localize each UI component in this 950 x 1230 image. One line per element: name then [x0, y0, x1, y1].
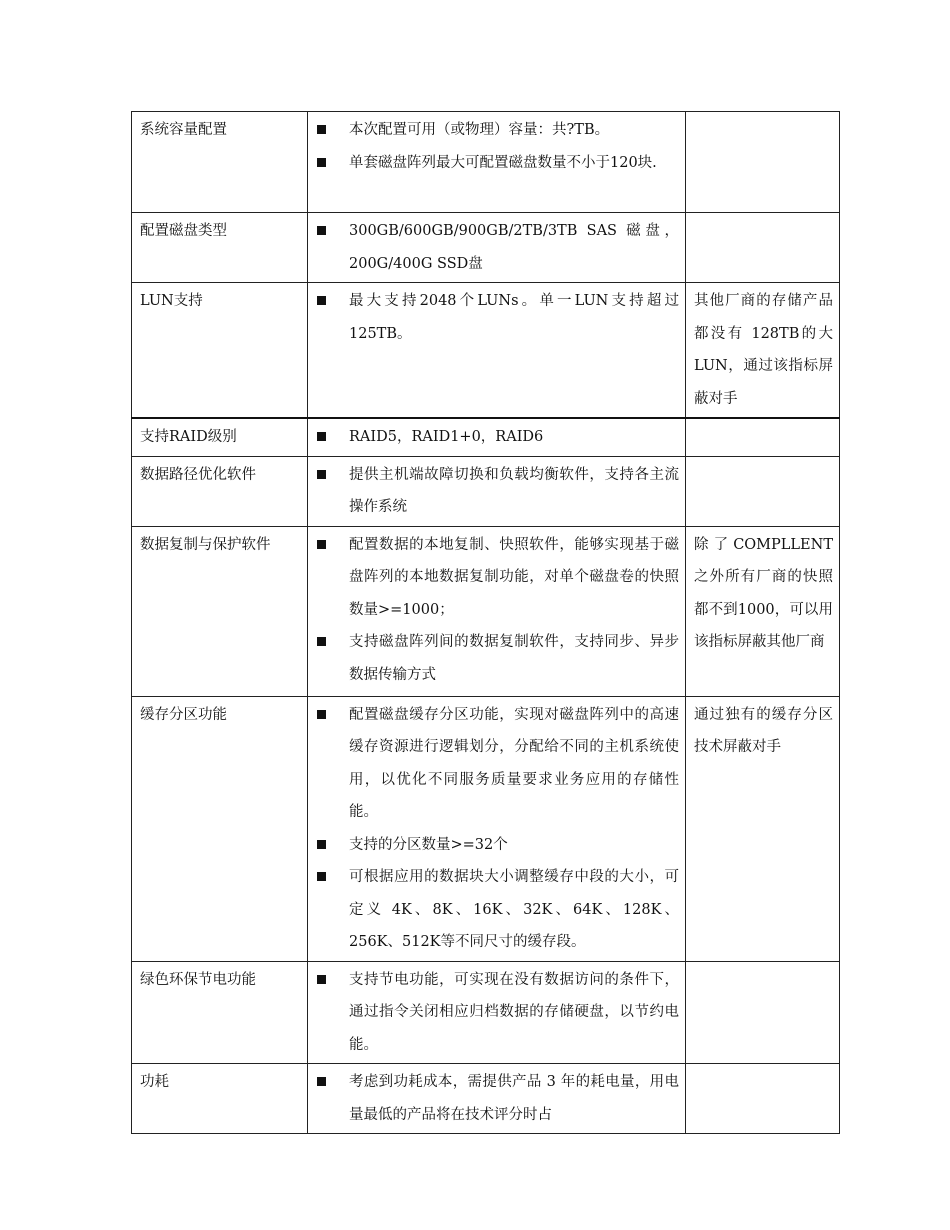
list-item: 单套磁盘阵列最大可配置磁盘数量不小于120块. — [316, 147, 679, 180]
row-label: LUN支持 — [132, 283, 308, 419]
table-row — [132, 112, 840, 213]
list-item: 本次配置可用（或物理）容量：共?TB。 — [316, 114, 679, 147]
row-label: 系统容量配置 — [132, 112, 308, 213]
row-note — [686, 112, 840, 213]
list-item: 配置数据的本地复制、快照软件，能够实现基于磁盘阵列的本地数据复制功能，对单个磁盘卷的快照数量>=1000； — [316, 529, 679, 627]
row-note — [686, 1064, 840, 1134]
table-row — [132, 961, 840, 1064]
list-item: 考虑到功耗成本，需提供产品 3 年的耗电量，用电量最低的产品将在技术评分时占 — [316, 1066, 679, 1131]
list-item: 最大支持2048个LUNs。单一LUN支持超过125TB。 — [316, 285, 679, 350]
bullet-list — [316, 285, 679, 350]
list-item: 可根据应用的数据块大小调整缓存中段的大小，可定义 4K、8K、16K、32K、64K、128K、256K、512K等不同尺寸的缓存段。 — [316, 861, 679, 959]
table-row — [132, 1064, 840, 1134]
row-note — [686, 961, 840, 1064]
row-note: 除了COMPLLENT之外所有厂商的快照都不到1000，可以用该指标屏蔽其他厂商 — [686, 526, 840, 696]
bullet-list — [316, 459, 679, 524]
list-item: 提供主机端故障切换和负载均衡软件，支持各主流操作系统 — [316, 459, 679, 524]
row-label: 绿色环保节电功能 — [132, 961, 308, 1064]
table-row — [132, 526, 840, 696]
list-item: 支持磁盘阵列间的数据复制软件，支持同步、异步数据传输方式 — [316, 626, 679, 691]
bullet-list — [316, 1066, 679, 1131]
table-row — [132, 283, 840, 419]
bullet-list — [316, 215, 679, 280]
list-item: 300GB/600GB/900GB/2TB/3TB SAS 磁盘，200G/400G SSD盘 — [316, 215, 679, 280]
bullet-list — [316, 529, 679, 692]
spec-table — [131, 111, 840, 1134]
row-note — [686, 213, 840, 283]
bullet-list — [316, 964, 679, 1062]
row-label: 功耗 — [132, 1064, 308, 1134]
table-row — [132, 213, 840, 283]
bullet-list — [316, 421, 679, 454]
bullet-list — [316, 114, 679, 179]
list-item: 支持节电功能，可实现在没有数据访问的条件下，通过指令关闭相应归档数据的存储硬盘，以节约电能。 — [316, 964, 679, 1062]
table-row — [132, 696, 840, 961]
list-item: 支持的分区数量>=32个 — [316, 829, 679, 862]
list-item: RAID5，RAID1+0，RAID6 — [316, 421, 679, 454]
row-label: 支持RAID级别 — [132, 418, 308, 456]
row-note — [686, 456, 840, 526]
row-label: 缓存分区功能 — [132, 696, 308, 961]
row-note — [686, 418, 840, 456]
list-item: 配置磁盘缓存分区功能，实现对磁盘阵列中的高速缓存资源进行逻辑划分，分配给不同的主机系统使用，以优化不同服务质量要求业务应用的存储性能。 — [316, 699, 679, 829]
row-label: 配置磁盘类型 — [132, 213, 308, 283]
table-row — [132, 456, 840, 526]
row-label: 数据路径优化软件 — [132, 456, 308, 526]
table-row — [132, 418, 840, 456]
bullet-list — [316, 699, 679, 959]
row-label: 数据复制与保护软件 — [132, 526, 308, 696]
row-note: 其他厂商的存储产品都没有 128TB的大LUN，通过该指标屏蔽对手 — [686, 283, 840, 419]
row-note: 通过独有的缓存分区技术屏蔽对手 — [686, 696, 840, 961]
